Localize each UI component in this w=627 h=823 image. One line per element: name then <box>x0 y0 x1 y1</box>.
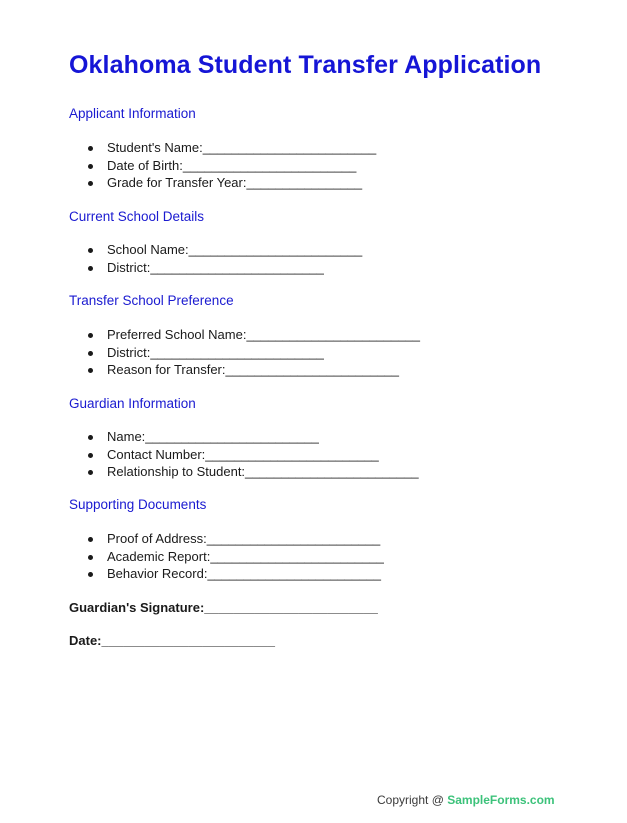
bullet-icon <box>88 572 93 577</box>
field-label: School Name:________________________ <box>107 242 363 257</box>
applicant-information-fields <box>88 139 376 192</box>
copyright-text: Copyright @ <box>377 793 448 807</box>
brand-link[interactable]: SampleForms.com <box>447 793 555 807</box>
list-item <box>88 139 376 157</box>
field-label: District:________________________ <box>107 344 324 360</box>
field-label: Behavior Record:________________________ <box>107 566 381 582</box>
guardian-signature-field: Guardian's Signature:________________________ <box>69 600 378 615</box>
list-item <box>88 241 362 259</box>
field-label: Reason for Transfer:________________________ <box>107 362 400 378</box>
list-item <box>88 428 419 446</box>
list-item <box>88 361 420 379</box>
field-label: Relationship to Student:________________________ <box>107 464 419 480</box>
bullet-icon <box>88 470 93 475</box>
bullet-icon <box>88 368 93 373</box>
bullet-icon <box>88 164 93 169</box>
field-label: District:________________________ <box>107 259 324 275</box>
section-heading-guardian-information: Guardian Information <box>69 396 196 411</box>
bullet-icon <box>88 453 93 458</box>
field-label: Preferred School Name:________________________ <box>107 327 420 342</box>
field-label: Student's Name:________________________ <box>107 140 377 155</box>
list-item <box>88 344 420 362</box>
guardian-information-fields <box>88 428 419 481</box>
field-label: Date of Birth:________________________ <box>107 157 357 173</box>
bullet-icon <box>88 266 93 271</box>
list-item <box>88 565 384 583</box>
bullet-icon <box>88 333 93 338</box>
list-item <box>88 463 419 481</box>
bullet-icon <box>88 435 93 440</box>
list-item <box>88 259 362 277</box>
list-item <box>88 530 384 548</box>
list-item <box>88 446 419 464</box>
field-label: Contact Number:________________________ <box>107 446 379 462</box>
bullet-icon <box>88 248 93 253</box>
bullet-icon <box>88 351 93 356</box>
list-item <box>88 174 376 192</box>
supporting-documents-fields <box>88 530 384 583</box>
list-item <box>88 548 384 566</box>
list-item <box>88 326 420 344</box>
bullet-icon <box>88 555 93 560</box>
section-heading-current-school-details: Current School Details <box>69 209 205 224</box>
field-label: Academic Report:________________________ <box>107 548 384 564</box>
current-school-fields <box>88 241 362 276</box>
date-field: Date:________________________ <box>69 633 276 648</box>
section-heading-applicant-information: Applicant Information <box>69 106 196 121</box>
bullet-icon <box>88 181 93 186</box>
transfer-school-fields <box>88 326 420 379</box>
section-heading-transfer-school-preference: Transfer School Preference <box>69 293 234 308</box>
field-label: Proof of Address:________________________ <box>107 531 381 546</box>
page-title: Oklahoma Student Transfer Application <box>69 51 542 79</box>
bullet-icon <box>88 146 93 151</box>
bullet-icon <box>88 537 93 542</box>
copyright-footer <box>377 793 555 807</box>
field-label: Name:________________________ <box>107 429 319 444</box>
section-heading-supporting-documents: Supporting Documents <box>69 497 207 512</box>
field-label: Grade for Transfer Year:________________ <box>107 175 363 191</box>
list-item <box>88 157 376 175</box>
